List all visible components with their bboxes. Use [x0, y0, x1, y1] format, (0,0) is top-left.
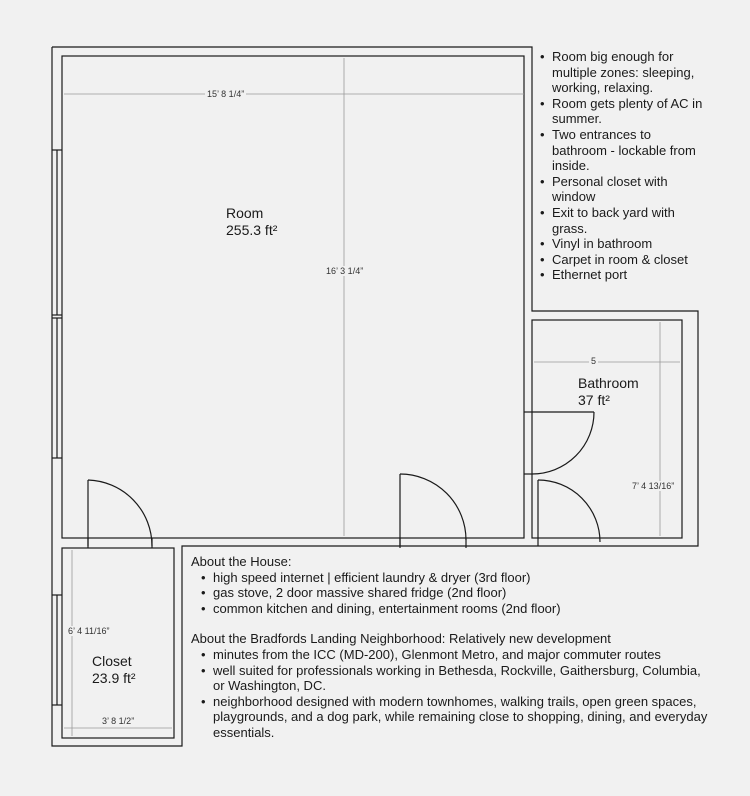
- door-bathroom-1: [524, 412, 594, 474]
- house-notes: [191, 554, 711, 741]
- dim-bath-height: 7’ 4 13/16”: [632, 481, 675, 491]
- room-area: 255.3 ft²: [226, 222, 278, 238]
- dim-closet-width: 3’ 8 1/2”: [102, 716, 135, 726]
- house-item: • common kitchen and dining, entertainment rooms (2nd floor): [199, 601, 711, 617]
- house-item: • gas stove, 2 door massive shared fridge (2nd floor): [199, 585, 711, 601]
- dim-closet-height: 6’ 4 11/16”: [68, 626, 110, 636]
- house-heading: About the House:: [191, 554, 292, 569]
- window-left-1: [52, 150, 62, 315]
- bathroom-label: [578, 375, 639, 409]
- room-notes: [538, 49, 708, 283]
- note-item: • Carpet in room & closet: [538, 252, 708, 268]
- door-bathroom-2: [538, 480, 600, 546]
- house-item: • high speed internet | efficient laundry & dryer (3rd floor): [199, 570, 711, 586]
- room-name: Room: [226, 205, 264, 221]
- closet-name: Closet: [92, 653, 132, 669]
- note-item: • Exit to back yard with grass.: [538, 205, 708, 236]
- dim-room-height: 16’ 3 1/4”: [326, 266, 364, 276]
- note-item: • Ethernet port: [538, 267, 708, 283]
- note-item: • Personal closet with window: [538, 174, 708, 205]
- neighborhood-item: • neighborhood designed with modern townhomes, walking trails, open green spaces, playgrounds, and a dog park, while remaining close to shopping, dining, and everyday essentials.: [199, 694, 711, 741]
- note-item: • Room gets plenty of AC in summer.: [538, 96, 708, 127]
- dim-room-width: 15’ 8 1/4”: [207, 89, 245, 99]
- bathroom-inner-wall: [532, 320, 682, 538]
- room-label: [226, 205, 277, 239]
- window-closet: [52, 595, 62, 705]
- neighborhood-item: • minutes from the ICC (MD-200), Glenmont Metro, and major commuter routes: [199, 647, 711, 663]
- note-item: • Vinyl in bathroom: [538, 236, 708, 252]
- note-item: • Two entrances to bathroom - lockable from inside.: [538, 127, 708, 174]
- window-left-2: [52, 318, 62, 458]
- neighborhood-heading: About the Bradfords Landing Neighborhood: Relatively new development: [191, 631, 611, 647]
- door-room: [400, 474, 466, 548]
- dim-bath-width: 5: [591, 356, 597, 366]
- closet-inner-wall: [62, 548, 174, 738]
- closet-area: 23.9 ft²: [92, 670, 136, 686]
- neighborhood-item: • well suited for professionals working in Bethesda, Rockville, Gaithersburg, Columbia, or Washington, DC.: [199, 663, 711, 694]
- bathroom-name: Bathroom: [578, 375, 639, 391]
- room-inner-wall: [62, 56, 524, 538]
- note-item: • Room big enough for multiple zones: sleeping, working, relaxing.: [538, 49, 708, 96]
- closet-label: [92, 653, 136, 687]
- bathroom-area: 37 ft²: [578, 392, 610, 408]
